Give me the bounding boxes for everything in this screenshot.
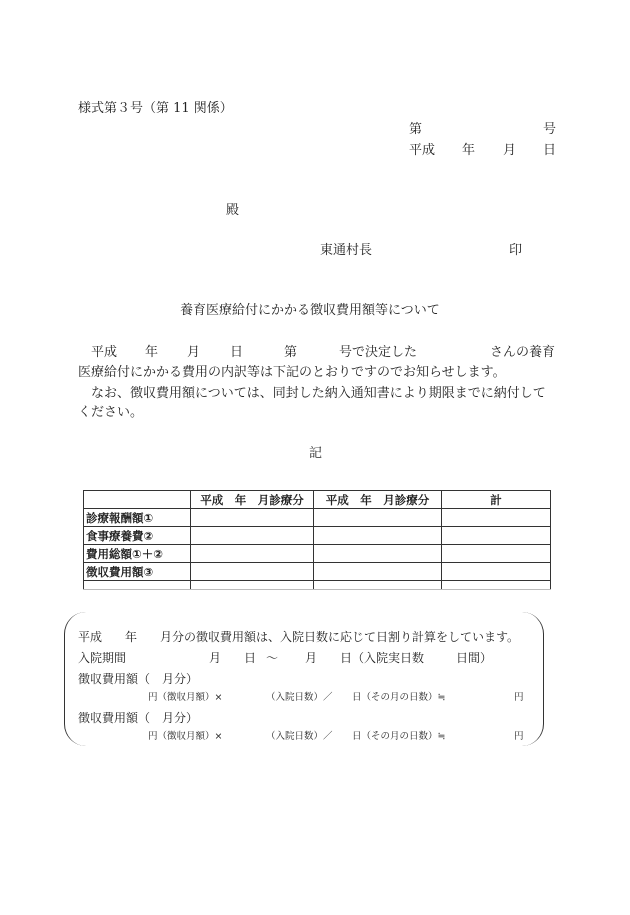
table-cell (314, 545, 442, 563)
p1-line-2: 医療給付にかかる費用の内訳等は下記のとおりですのでお知らせします。 (78, 365, 506, 380)
p1-name-suffix: さんの養育 (490, 345, 556, 360)
table-cell (191, 527, 314, 545)
row-label: 費用総額①＋② (84, 545, 191, 563)
calc-stay-days: （入院日数）／ (266, 731, 333, 742)
table-cell (442, 545, 551, 563)
table-cell (314, 527, 442, 545)
table-cell (314, 509, 442, 527)
p1-decided: 号で決定した (339, 345, 418, 360)
table-row (84, 527, 551, 545)
date-era: 平成 (409, 143, 436, 158)
stay-period-label: 入院期間 (78, 651, 127, 665)
document-number-suffix: 号 (543, 122, 557, 137)
table-cell (84, 581, 191, 590)
p1-year: 年 (145, 345, 159, 360)
note-explanation: 月分の徴収費用額は、入院日数に応じて日割り計算をしています。 (160, 630, 520, 644)
stay-start-month: 月 (209, 651, 222, 665)
document-number-prefix: 第 (409, 122, 423, 137)
stay-start-day: 日 (244, 651, 257, 665)
table-cell (314, 581, 442, 590)
p1-no-prefix: 第 (284, 345, 298, 360)
table-cell (442, 581, 551, 590)
calc-month-days: 日（その月の日数）≒ (352, 731, 446, 742)
row-label: 診療報酬額① (84, 509, 191, 527)
body-paragraph-2 (78, 384, 556, 422)
table-cell (442, 527, 551, 545)
right-bracket (519, 612, 544, 746)
p1-day: 日 (230, 345, 244, 360)
ki-heading: 記 (309, 446, 323, 461)
table-header-row (84, 491, 551, 509)
calc-yen-end: 円 (514, 731, 524, 742)
p1-era: 平成 (91, 345, 118, 360)
calc-yen-end: 円 (514, 692, 524, 703)
stay-tilde: ～ (266, 651, 279, 665)
table-row (84, 563, 551, 581)
calc-monthly-yen: 円（徴収月額）× (148, 692, 223, 703)
stay-end-day: 日（入院実日数 (340, 651, 425, 665)
table-cell (314, 563, 442, 581)
stay-days-end: 日間） (456, 651, 493, 665)
table-row (84, 509, 551, 527)
note-era: 平成 (78, 630, 103, 644)
stay-end-month: 月 (305, 651, 318, 665)
date-day: 日 (543, 143, 557, 158)
form-number: 様式第３号（第 11 関係） (78, 101, 233, 116)
table-header-cell (84, 491, 191, 509)
table-cell (191, 545, 314, 563)
table-cell (191, 509, 314, 527)
row-label: 食事療養費② (84, 527, 191, 545)
table-cell (191, 581, 314, 590)
row-label: 徴収費用額③ (84, 563, 191, 581)
calc-month-days: 日（その月の日数）≒ (352, 692, 446, 703)
document-title: 養育医療給付にかかる徴収費用額等について (180, 303, 440, 318)
table-header-cell: 平成 年 月診療分 (314, 491, 442, 509)
table-row (84, 545, 551, 563)
calc-monthly-yen: 円（徴収月額）× (148, 731, 223, 742)
table-header-cell: 計 (442, 491, 551, 509)
date-month: 月 (503, 143, 517, 158)
table-header-cell: 平成 年 月診療分 (191, 491, 314, 509)
date-year: 年 (462, 143, 476, 158)
issuer-name: 東通村長 (320, 243, 373, 258)
table-cell (442, 509, 551, 527)
seal-mark: 印 (509, 243, 523, 258)
calc-label: 徴収費用額（ 月分） (78, 672, 199, 686)
table-cell (442, 563, 551, 581)
table-cell (191, 563, 314, 581)
calc-stay-days: （入院日数）／ (266, 692, 333, 703)
addressee-suffix: 殿 (226, 203, 240, 218)
p2-text: なお、徴収費用額については、同封した納入通知書により期限までに納付してください。 (78, 386, 546, 420)
calc-label: 徴収費用額（ 月分） (78, 711, 199, 725)
table-row-empty (84, 581, 551, 590)
fee-table (83, 490, 551, 590)
note-year: 年 (125, 630, 138, 644)
p1-month: 月 (187, 345, 201, 360)
